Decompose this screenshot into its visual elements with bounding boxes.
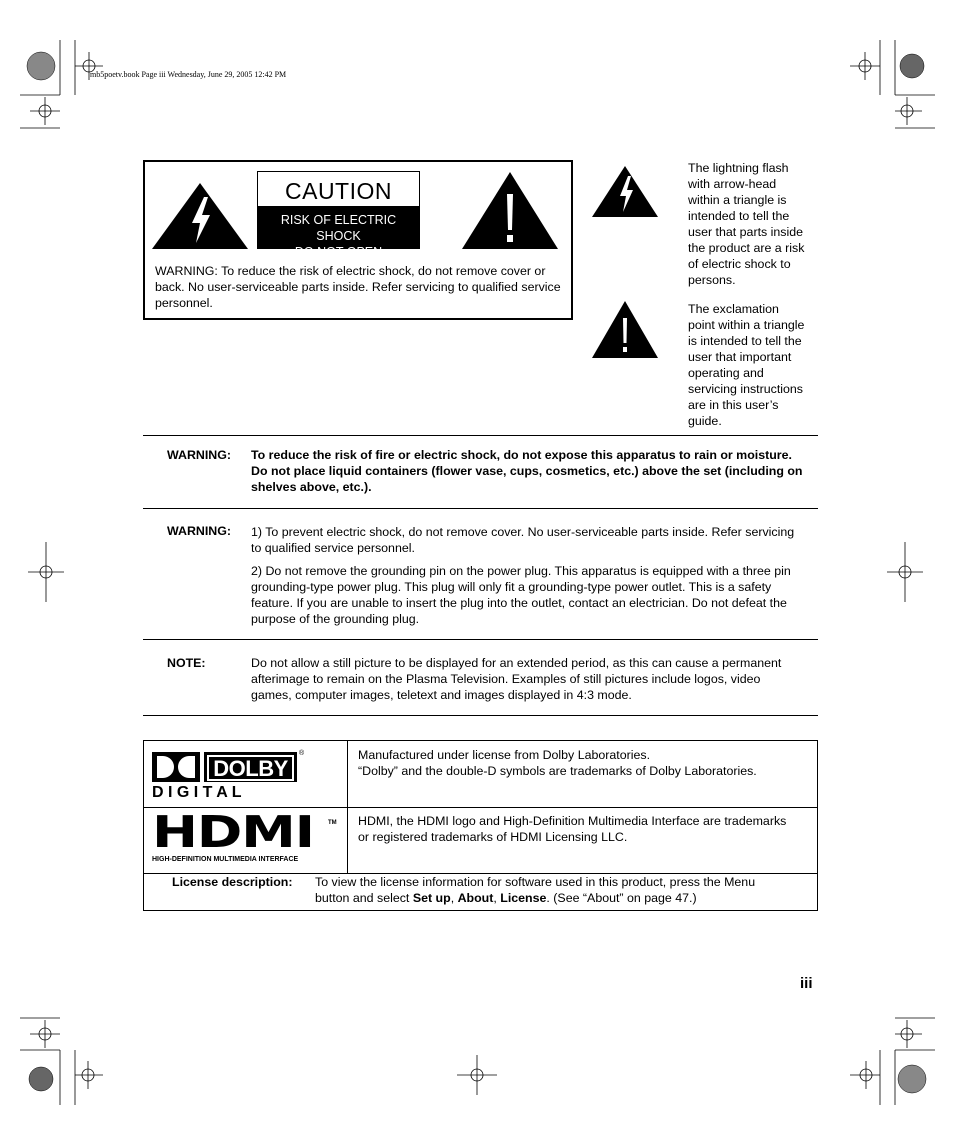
dolby-double-d-icon: [152, 752, 200, 782]
hdmi-logo: [152, 807, 342, 867]
exclamation-triangle-icon: [462, 172, 558, 249]
dolby-text-line2: “Dolby” and the double-D symbols are trademarks of Dolby Laboratories.: [358, 764, 757, 778]
print-header: mb5poetv.book Page iii Wednesday, June 29, 2005 12:42 PM: [90, 70, 287, 79]
hdmi-wordmark: HDMI: [152, 807, 314, 858]
divider: [143, 715, 818, 716]
warning-fire-text: To reduce the risk of fire or electric shock, do not expose this apparatus to rain or moisture. Do not place liquid containers (flower vase, cups, cosmetics, etc.) above the set (including on shelves above, etc.).: [251, 448, 803, 494]
note-label: NOTE:: [167, 656, 206, 670]
hdmi-text: HDMI, the HDMI logo and High-Definition Multimedia Interface are trademarks or registered trademarks of HDMI Licensing LLC.: [358, 814, 787, 844]
warning-label: WARNING:: [167, 524, 232, 538]
caution-subtitle: RISK OF ELECTRIC SHOCK DO NOT OPEN: [258, 206, 419, 248]
dolby-digital-text: D I G I T A L: [152, 784, 242, 801]
caution-title: CAUTION: [285, 178, 392, 204]
dolby-text-line1: Manufactured under license from Dolby Laboratories.: [358, 748, 651, 762]
exclamation-triangle-icon: [592, 301, 658, 358]
note-text: Do not allow a still picture to be displayed for an extended period, as this can cause a permanent afterimage to remain on the Plasma Television. Examples of still pictures include logos, video games, computer images, teletext and images displayed in 4:3 mode.: [251, 656, 782, 702]
hdmi-subtitle: HIGH-DEFINITION MULTIMEDIA INTERFACE: [152, 856, 299, 863]
license-label: License description:: [172, 875, 293, 889]
lightning-triangle-icon: [152, 183, 248, 249]
divider: [143, 639, 818, 640]
dolby-wordmark: DOLBY: [204, 752, 297, 782]
caution-warning-text: WARNING: To reduce the risk of electric shock, do not remove cover or back. No user-serviceable parts inside. Refer servicing to qualified service personnel.: [155, 264, 561, 310]
warning-shock-text: 1) To prevent electric shock, do not remove cover. No user-serviceable parts inside. Refer servicing to qualified service personnel.: [251, 525, 795, 555]
caution-label: [257, 171, 420, 259]
divider: [143, 508, 818, 509]
registered-mark: ®: [299, 750, 305, 757]
divider: [143, 435, 818, 436]
lightning-triangle-icon: [592, 166, 658, 217]
warning-label: WARNING:: [167, 448, 232, 462]
page-number: iii: [800, 975, 813, 992]
dolby-logo: [152, 752, 307, 802]
trademark-mark: TM: [328, 820, 337, 826]
exclamation-description: The exclamation point within a triangle is intended to tell the user that important operating and servicing instructions are in this user’s guide.: [688, 302, 805, 428]
license-text: To view the license information for software used in this product, press the Menu button and select Set up, About, License. (See “About” on page 47.): [315, 875, 756, 905]
warning-grounding-text: 2) Do not remove the grounding pin on the power plug. This apparatus is equipped with a three pin grounding-type power plug. This plug will only fit a grounding-type power outlet. This is a safety feature. If you are unable to insert the plug into the outlet, contact an electrician. Do not defeat the purpose of the grounding plug.: [251, 564, 791, 626]
lightning-description: The lightning flash with arrow-head within a triangle is intended to tell the user that parts inside the product are a risk of electric shock to persons.: [688, 161, 805, 287]
